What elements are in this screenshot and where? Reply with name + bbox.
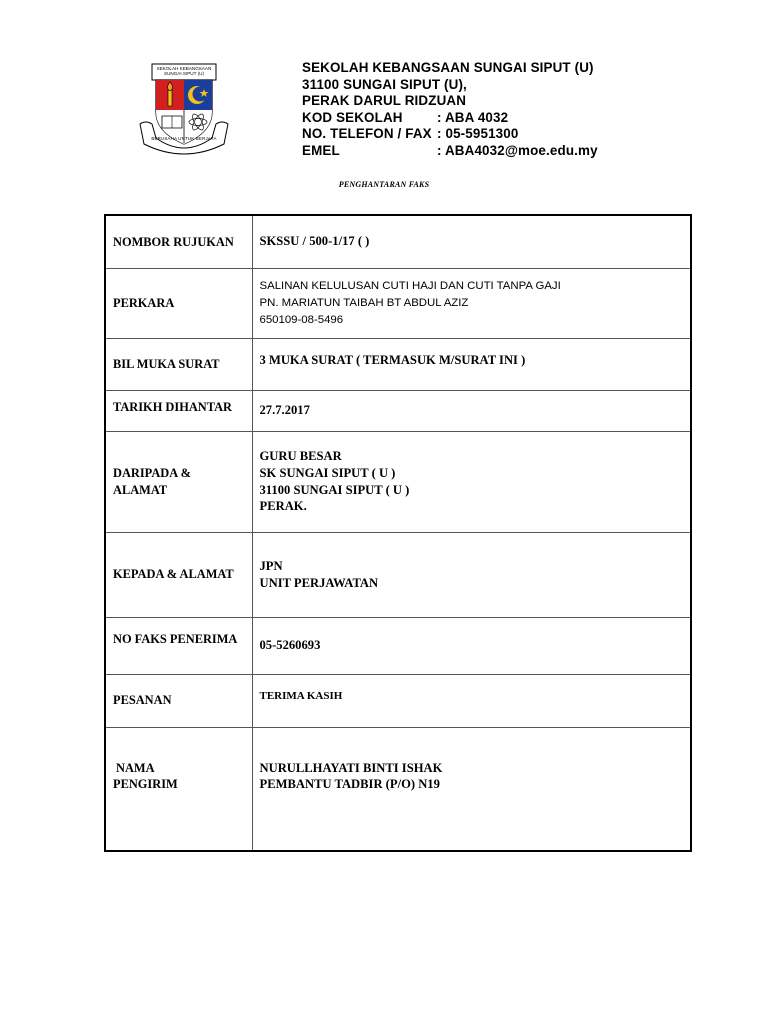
daripada-label-line2: ALAMAT [113,482,168,497]
table-row-faks [105,617,691,674]
perkara-line1: SALINAN KELULUSAN CUTI HAJI DAN CUTI TANPA GAJI [259,279,561,292]
label-faks: NO FAKS PENERIMA [105,617,252,674]
school-phone-value: : 05-5951300 [437,126,519,142]
school-email-label: EMEL [302,142,340,158]
value-faks: 05-5260693 [252,617,691,674]
value-rujukan: SKSSU / 500-1/17 ( ) [252,215,691,268]
label-tarikh: TARIKH DIHANTAR [105,390,252,431]
school-code-row [302,110,598,127]
value-nama [252,727,691,851]
value-kepada [252,532,691,617]
perkara-line2: PN. MARIATUN TAIBAH BT ABDUL AZIZ [259,296,469,309]
crest-motto: BERUSAHA UNTUK BERJAYA [151,136,217,141]
kepada-line1: JPN [259,558,283,573]
value-tarikh: 27.7.2017 [252,390,691,431]
table-row-daripada [105,431,691,532]
daripada-line3: 31100 SUNGAI SIPUT ( U ) [259,482,410,497]
school-phone-label: NO. TELEFON / FAX [302,126,432,142]
value-pesanan: TERIMA KASIH [252,674,691,727]
fax-cover-table [104,214,692,852]
nama-line1: NURULLHAYATI BINTI ISHAK [259,760,443,775]
label-rujukan: NOMBOR RUJUKAN [105,215,252,268]
table-row-perkara [105,268,691,338]
daripada-line2: SK SUNGAI SIPUT ( U ) [259,465,396,480]
nama-line2: PEMBANTU TADBIR (P/O) N19 [259,777,440,792]
daripada-line4: PERAK. [259,499,307,514]
document-title-text: PENGHANTARAN FAKS [338,180,430,189]
nama-label-line2: PENGIRIM [113,777,178,791]
perkara-line3: 650109-08-5496 [259,313,344,326]
school-code-label: KOD SEKOLAH [302,109,403,125]
label-perkara: PERKARA [105,268,252,338]
label-kepada: KEPADA & ALAMAT [105,532,252,617]
crest-banner-sub: SUNGAI SIPUT (U) [164,71,204,77]
label-daripada [105,431,252,532]
kepada-line2: UNIT PERJAWATAN [259,575,379,590]
table-row-nama [105,727,691,851]
school-address-line2: PERAK DARUL RIDZUAN [302,93,467,109]
table-row-pesanan [105,674,691,727]
school-email-row [302,143,598,160]
table-row-tarikh [105,390,691,431]
school-name: SEKOLAH KEBANGSAAN SUNGAI SIPUT (U) [302,60,594,75]
school-header [302,60,598,160]
label-nama [105,727,252,851]
school-code-value: : ABA 4032 [437,109,509,125]
crest-banner-text [152,66,216,77]
daripada-line1: GURU BESAR [259,448,342,463]
value-bil: 3 MUKA SURAT ( TERMASUK M/SURAT INI ) [252,338,691,390]
crest-banner-top: SEKOLAH KEBANGSAAN [156,66,212,71]
label-bil: BIL MUKA SURAT [105,338,252,390]
table-row-rujukan [105,215,691,268]
document-title [0,180,768,189]
daripada-label-line1: DARIPADA & [113,466,191,480]
value-perkara [252,268,691,338]
nama-label-line1: NAMA [116,760,155,775]
school-phone-row [302,126,598,143]
school-email-value: : ABA4032@moe.edu.my [437,142,598,158]
table-row-kepada [105,532,691,617]
label-pesanan: PESANAN [105,674,252,727]
school-address-line1: 31100 SUNGAI SIPUT (U), [302,76,467,92]
value-daripada [252,431,691,532]
table-row-bil [105,338,691,390]
